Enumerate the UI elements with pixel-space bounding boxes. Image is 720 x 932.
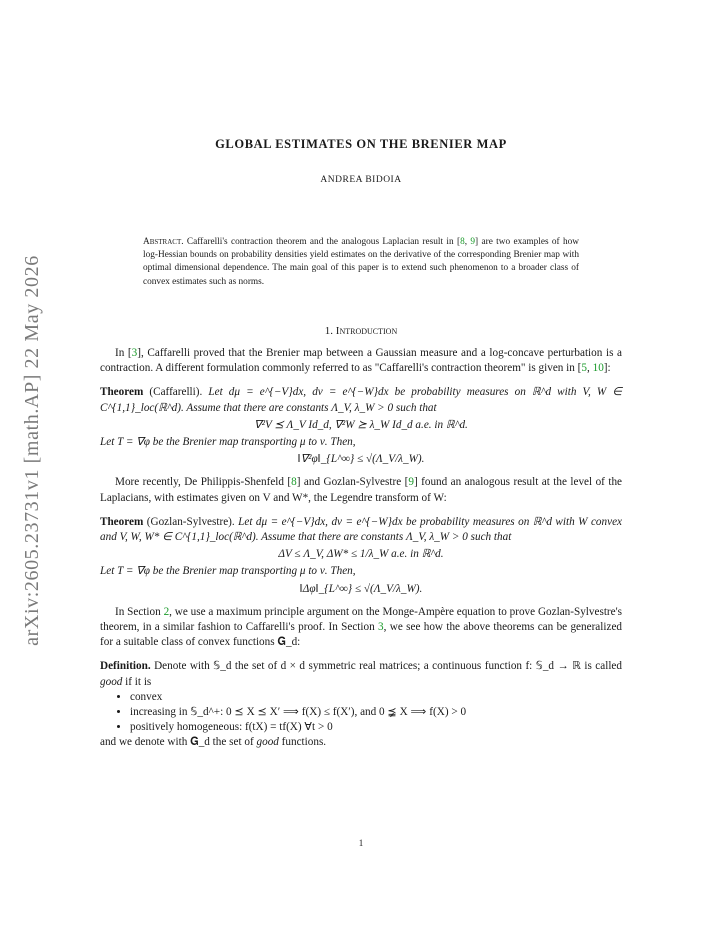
text-run: Denote with 𝕊_d the set of d × d symmetric real matrices; a continuous function f: 𝕊_d → ℝ is called (150, 660, 622, 673)
theorem-name: (Caffarelli). (143, 386, 203, 399)
display-equation: ΔV ≤ Λ_V, ΔW* ≤ 1/λ_W a.e. in ℝ^d. (278, 548, 444, 561)
text-run: In Section (115, 605, 164, 618)
text-run: ], Caffarelli proved that the Brenier map between a Gaussian measure and a log-concave perturbation is a contraction. A different formulation commonly referred to as "Caffarelli's contraction theorem" is given in [ (100, 347, 623, 375)
arxiv-identifier: arXiv:2605.23731v1 [math.AP] 22 May 2026 (20, 254, 43, 646)
citation-separator: , (464, 237, 471, 247)
citation-link[interactable]: 5 (581, 362, 587, 375)
middle-paragraph (100, 475, 622, 505)
theorem-statement: Let T = ∇φ be the Brenier map transporting μ to ν. Then, (100, 565, 356, 578)
theorem-statement: Let T = ∇φ be the Brenier map transporting μ to ν. Then, (100, 436, 356, 449)
theorem-hypothesis: Let dμ = e^{−V}dx, dν = e^{−W}dx be probability measures on ℝ^d with V, W ∈ C^{1,1}_loc(ℝ^d). Assume that there are constants Λ_V, λ_W > 0 such that (100, 386, 622, 414)
theorem-name: (Gozlan-Sylvestre). (143, 515, 235, 528)
section-link[interactable]: 3 (378, 621, 384, 634)
citation-link[interactable]: 9 (408, 476, 414, 489)
arxiv-sidebar-stamp (10, 240, 54, 660)
abstract (143, 236, 579, 289)
list-item: • convex (130, 690, 622, 705)
display-equation: ‖Δφ‖_{L^∞} ≤ √(Λ_V/λ_W). (299, 582, 423, 595)
theorem-label: Theorem (100, 386, 144, 399)
text-run: , we use a maximum principle argument on the Monge-Ampère equation to prove Gozlan-Sylvestre's theorem, in a similar fashion to Caffarelli's proof. In Section (100, 605, 622, 634)
text-run: ] and Gozlan-Sylvestre [ (296, 476, 409, 489)
theorem-label: Theorem (100, 515, 144, 528)
display-equation: ‖∇²φ‖_{L^∞} ≤ √(Λ_V/λ_W). (297, 453, 425, 466)
section-link[interactable]: 2 (163, 605, 170, 618)
body-text (100, 346, 622, 751)
definition-label: Definition. (100, 660, 151, 673)
display-equation: ∇²V ⪯ Λ_V Id_d, ∇²W ⪰ λ_W Id_d a.e. in ℝ^d. (254, 418, 468, 431)
text-run: ] found an analogous result at the level of the Laplacians, with estimates given on V and W*, the Legendre transform of W: (100, 476, 622, 504)
text-run: ]: (603, 362, 611, 375)
theorem-hypothesis: Let dμ = e^{−V}dx, dν = e^{−W}dx be probability measures on ℝ^d with W convex and V, W, W* ∈ C^{1,1}_loc(ℝ^d). Assume that there are constants Λ_V, λ_W > 0 such that (100, 515, 622, 544)
theorem-caffarelli (100, 385, 622, 415)
section-heading: 1. Introduction (324, 325, 398, 337)
citation-link[interactable]: 8 (460, 237, 465, 247)
paper-title: GLOBAL ESTIMATES ON THE BRENIER MAP (215, 137, 507, 151)
citation-link[interactable]: 8 (291, 476, 297, 489)
intro-paragraph (100, 346, 622, 376)
paper-author: ANDREA BIDOIA (320, 175, 402, 185)
definition-good (100, 659, 622, 689)
list-item: • positively homogeneous: f(tX) = tf(X) ∀t > 0 (130, 720, 622, 735)
citation-link[interactable]: 9 (470, 237, 476, 247)
citation-link[interactable]: 3 (131, 347, 138, 359)
emphasis: good (256, 736, 279, 749)
definition-conclusion (100, 735, 622, 750)
page-number: 1 (358, 838, 364, 848)
abstract-text-a: Caffarelli's contraction theorem and the analogous Laplacian result in [ (183, 237, 461, 247)
theorem-gozlan-sylvestre (100, 515, 622, 545)
citation-separator: , (587, 362, 593, 375)
section-overview-paragraph (100, 605, 622, 651)
text-run: , we see how the above theorems can be generalized for a suitable class of convex functions 𝐆_d: (100, 621, 623, 649)
definition-list (100, 690, 622, 736)
text-run: More recently, De Philippis-Shenfeld [ (115, 476, 292, 489)
text-run: if it is (122, 675, 152, 688)
text-run: functions. (278, 736, 327, 749)
citation-link[interactable]: 10 (592, 362, 604, 375)
emphasis: good (100, 675, 123, 688)
abstract-text-b: ] are two examples of how log-Hessian bounds on probability densities yield estimates on the derivative of the corresponding Brenier map with optimal dimensional dependence. The main goal of this paper is to extend such phenomenon to a broader class of convex estimates such as norms. (143, 237, 579, 287)
list-item: • increasing in 𝕊_d^+: 0 ⪯ X ⪯ X′ ⟹ f(X) ≤ f(X′), and 0 ⪵ X ⟹ f(X) > 0 (130, 705, 622, 720)
text-run: In [ (115, 347, 132, 359)
abstract-label: Abstract. (143, 237, 184, 247)
text-run: and we denote with 𝐆_d the set of (100, 736, 257, 749)
